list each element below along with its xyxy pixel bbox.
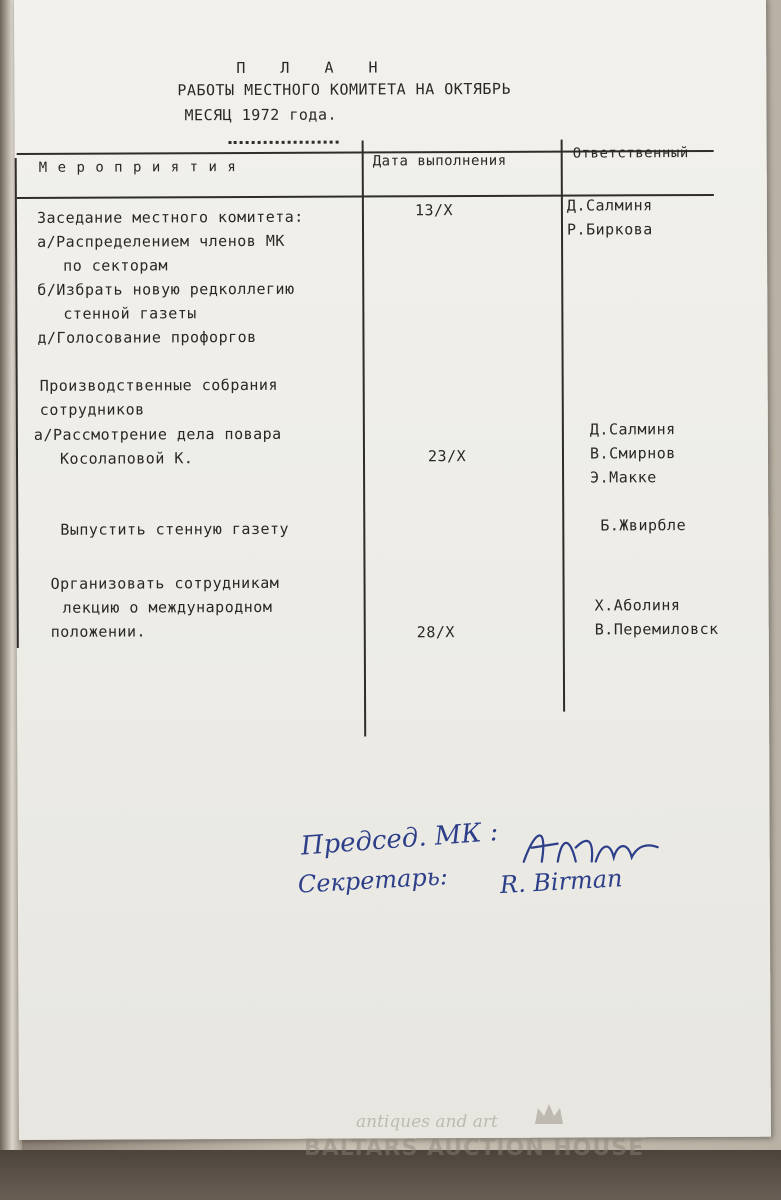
table-row	[37, 205, 305, 350]
responsible-cell	[595, 593, 719, 642]
doc-title-line2: РАБОТЫ МЕСТНОГО КОМИТЕТА НА ОКТЯБРЬ	[177, 79, 512, 100]
event-line: сотрудников	[39, 400, 145, 419]
event-line: Производственные собрания	[39, 375, 279, 395]
date-cell: 28/X	[416, 623, 455, 642]
event-line: Заседание местного комитета:	[36, 207, 304, 227]
header-date: Дата выполнения	[372, 152, 507, 170]
secretary-signature-label: Секретарь:	[297, 862, 449, 899]
event-line: Организовать сотрудникам	[50, 573, 280, 593]
event-line: Выпустить стенную газету	[60, 519, 290, 539]
event-line: лекцию о международном	[62, 597, 273, 617]
document-page	[14, 0, 771, 1140]
title-dotted-underline	[229, 141, 339, 144]
event-line: а/Рассмотрение дела повара	[33, 424, 282, 444]
crown-icon	[532, 1100, 566, 1128]
doc-title-plan: П Л А Н	[236, 58, 382, 78]
date-cell: 13/X	[414, 201, 454, 220]
event-line: по секторам	[63, 256, 169, 275]
table-row-sub	[34, 422, 282, 471]
header-events: М е р о п р и я т и я	[38, 159, 237, 176]
responsible-line: Б.Жвирбле	[600, 516, 687, 535]
responsible-line: Д.Салминя	[589, 420, 676, 439]
responsible-cell	[590, 417, 676, 489]
doc-title-line3: МЕСЯЦ 1972 года.	[184, 105, 338, 125]
responsible-line: Р.Биркова	[566, 220, 653, 239]
date-cell: 23/X	[427, 447, 467, 466]
responsible-line: Э.Макке	[590, 468, 657, 487]
column-divider-date	[362, 140, 367, 736]
table-row	[40, 373, 278, 422]
chair-signature-label: Председ. МК :	[299, 817, 500, 862]
table-row	[60, 517, 289, 542]
event-line: д/Голосование профоргов	[37, 327, 257, 347]
responsible-line: В.Перемиловск	[594, 619, 719, 639]
responsible-line: Х.Аболиня	[594, 596, 681, 615]
responsible-cell	[600, 513, 686, 537]
event-line: б/Избрать новую редколлегию	[37, 279, 295, 299]
responsible-cell	[567, 193, 653, 241]
responsible-line: Д.Салминя	[566, 196, 653, 215]
responsible-line: В.Смирнов	[589, 444, 676, 463]
table-row	[50, 571, 279, 644]
watermark-brand: BALTARS AUCTION HOUSE	[304, 1136, 645, 1161]
event-line: положении.	[50, 622, 147, 641]
header-responsible: Ответственный	[572, 145, 689, 162]
secretary-signature-name: R. Birman	[499, 864, 624, 900]
watermark-tagline: antiques and art	[356, 1112, 498, 1132]
event-line: Косолаповой К.	[59, 449, 194, 468]
event-line: стенной газеты	[63, 304, 197, 323]
event-line: а/Распределением членов МК	[37, 231, 285, 251]
column-divider-responsible	[561, 140, 565, 712]
